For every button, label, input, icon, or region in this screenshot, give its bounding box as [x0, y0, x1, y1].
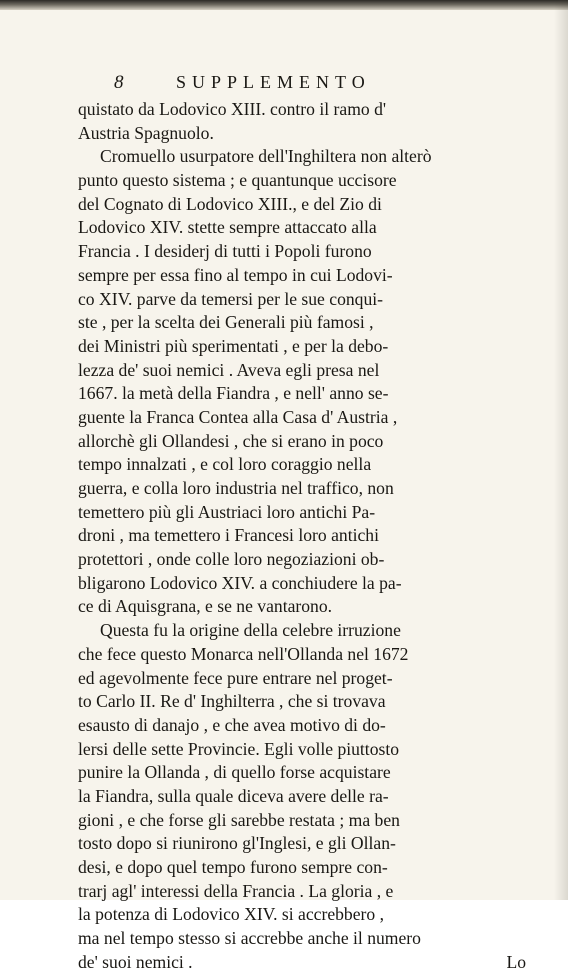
page-header	[78, 72, 498, 98]
catchword: Lo	[506, 951, 526, 972]
text-line: del Cognato di Lodovico XIII., e del Zio di	[78, 193, 382, 214]
text-line: ma nel tempo stesso si accrebbe anche il numero	[78, 928, 421, 949]
text-line: droni , ma temettero i Francesi loro antichi	[78, 525, 379, 546]
last-line	[78, 951, 526, 974]
text-line: Lodovico XIV. stette sempre attaccato alla	[78, 217, 377, 238]
text-line: tempo innalzati , e col loro coraggio nella	[78, 454, 372, 475]
text-line: punto questo sistema ; e quantunque uccisore	[78, 170, 397, 191]
text-line: tosto dopo si riunirono gl'Inglesi, e gli Ollan-	[78, 833, 396, 854]
text-line: de' suoi nemici .	[78, 951, 193, 972]
text-line: allorchè gli Ollandesi , che si erano in poco	[78, 430, 384, 451]
text-line: Austria Spagnuolo.	[78, 122, 214, 143]
text-line: la Fiandra, sulla quale diceva avere delle ra-	[78, 785, 389, 806]
text-line: lezza de' suoi nemici . Aveva egli presa nel	[78, 359, 380, 380]
page-top-edge	[0, 0, 568, 10]
text-line: bligarono Lodovico XIV. a conchiudere la pa-	[78, 572, 402, 593]
text-line: la potenza di Lodovico XIV. si accrebbero ,	[78, 904, 384, 925]
text-line: ed agevolmente fece pure entrare nel proget-	[78, 667, 393, 688]
running-head: SUPPLEMENTO	[176, 72, 371, 92]
text-line: Questa fu la origine della celebre irruzione	[100, 620, 401, 641]
text-line: guerra, e colla loro industria nel traffico, non	[78, 478, 394, 498]
text-line: to Carlo II. Re d' Inghilterra , che si trovava	[78, 691, 386, 712]
text-line: gioni , e che forse gli sarebbe restata ; ma ben	[78, 809, 400, 830]
text-line: lersi delle sette Provincie. Egli volle piuttosto	[78, 738, 400, 759]
text-line: 1667. la metà della Fiandra , e nell' anno se-	[78, 383, 389, 404]
page-number: 8	[114, 72, 124, 93]
text-block	[78, 72, 526, 974]
text-line: protettori , onde colle loro negoziazioni ob-	[78, 549, 385, 570]
text-line: esausto di danajo , e che avea motivo di do-	[78, 714, 386, 735]
text-line: desi, e dopo quel tempo furono sempre con-	[78, 857, 388, 877]
text-line: dei Ministri più sperimentati , e per la debo-	[78, 335, 389, 356]
text-line: che fece questo Monarca nell'Ollanda nel 1672	[78, 643, 409, 664]
text-line: ste , per la scelta dei Generali più famosi ,	[78, 312, 374, 333]
text-line: Cromuello usurpatore dell'Inghiltera non alterò	[100, 146, 432, 167]
text-line: temettero più gli Austriaci loro antichi Pa-	[78, 501, 376, 522]
text-line: ce di Aquisgrana, e se ne vantarono.	[78, 596, 333, 617]
text-line: sempre per essa fino al tempo in cui Lodovi-	[78, 264, 393, 285]
text-line: trarj agl' interessi della Francia . La gloria , e	[78, 880, 394, 901]
page-gutter-shadow	[554, 0, 568, 900]
text-line: punire la Ollanda , di quello forse acquistare	[78, 762, 391, 783]
text-line: quistato da Lodovico XIII. contro il ramo d'	[78, 99, 387, 119]
text-line: co XIV. parve da temersi per le sue conqui-	[78, 288, 384, 309]
text-line: guente la Franca Contea alla Casa d' Austria ,	[78, 406, 398, 427]
text-line: Francia . I desiderj di tutti i Popoli furono	[78, 241, 372, 262]
